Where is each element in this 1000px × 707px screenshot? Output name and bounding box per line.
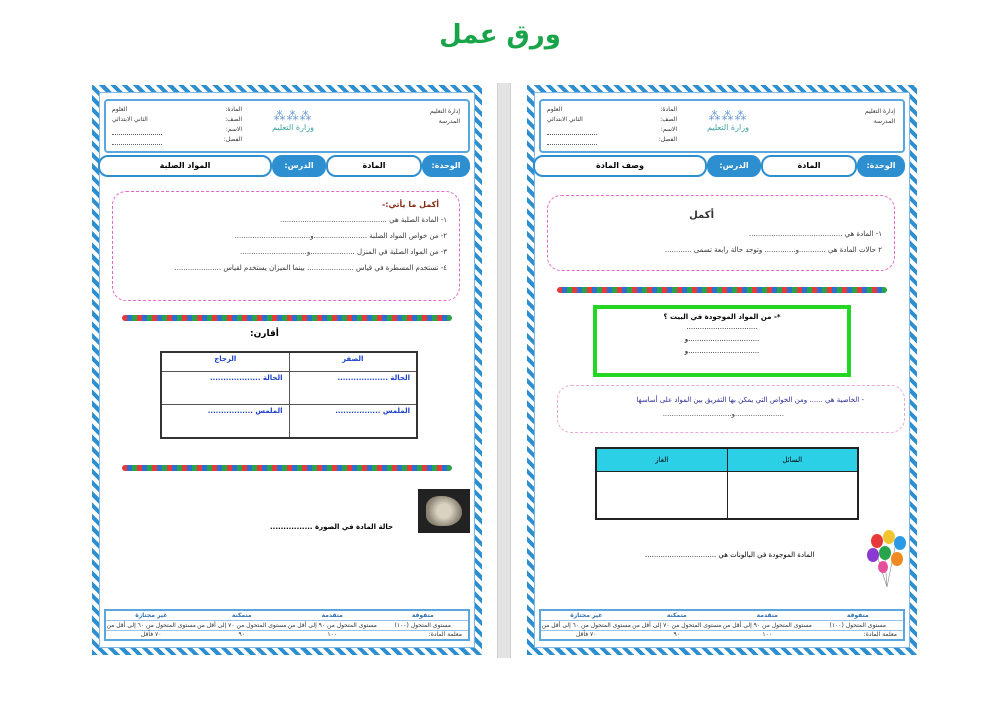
- school-label: المدرسة: [438, 118, 460, 125]
- subject-label: المادة:: [225, 106, 242, 113]
- level-excellent: متفوقة: [411, 612, 434, 619]
- range-2[interactable]: مستوى المتحول من ٩٠ إلى أقل من ١٠٠: [287, 622, 377, 638]
- question-2[interactable]: ٢ حالات المادة هي ............و.............. وتوجد حالة رابعة تسمى ............: [664, 246, 882, 254]
- name-field[interactable]: [547, 125, 597, 135]
- image-question[interactable]: حالة المادة في الصورة ................: [270, 523, 394, 531]
- page-header: [539, 99, 905, 153]
- range-1[interactable]: مستوى المتحول (١٠٠): [394, 622, 451, 629]
- complete-title: أكمل ما يأتي:-: [381, 200, 439, 209]
- level-advanced: متقدمة: [756, 612, 778, 619]
- question-3[interactable]: ٣- من المواد الصلبة في المنزل ....................و..............................: [240, 248, 447, 256]
- ministry-logo: ⁂⁂⁂ وزارة التعليم: [272, 109, 314, 132]
- table-head-glass: الزجاج: [161, 352, 289, 372]
- copper-state-cell[interactable]: الحالة ...................: [289, 372, 417, 405]
- grading-footer: [104, 609, 470, 641]
- compare-title: أقارن:: [250, 329, 279, 339]
- grade-value: الثاني الابتدائي: [547, 116, 583, 123]
- worksheet-title: ورق عمل: [439, 20, 561, 50]
- unit-bar: [104, 155, 470, 175]
- complete-title: أكمل: [689, 210, 714, 221]
- level-excellent: متفوقة: [846, 612, 869, 619]
- bead-divider: [122, 465, 452, 471]
- worksheet-page-left: [92, 85, 482, 655]
- page-header: [104, 99, 470, 153]
- question-2[interactable]: ٢- من خواص المواد الصلبة ........................و..................................: [234, 232, 447, 240]
- name-label: الاسم:: [660, 126, 677, 133]
- class-field[interactable]: [112, 135, 162, 145]
- table-head-gas: الغاز: [596, 448, 727, 472]
- home-line-3[interactable]: ................................و: [684, 347, 760, 355]
- school-label: المدرسة: [873, 118, 895, 125]
- range-2[interactable]: مستوى المتحول من ٩٠ إلى أقل من ١٠٠: [722, 622, 812, 638]
- education-admin-label: إدارة التعليم: [430, 108, 460, 115]
- balloons-question[interactable]: المادة الموجودة في البالونات هي ................................: [645, 551, 815, 559]
- grade-value: الثاني الابتدائي: [112, 116, 148, 123]
- question-4[interactable]: ٤- تستخدم المسطرة في قياس ..................... بينما الميزان يستخدم لقياس .....................: [174, 264, 447, 272]
- ministry-logo: ⁂⁂⁂ وزارة التعليم: [707, 109, 749, 132]
- lesson-label: الدرس:: [272, 155, 326, 177]
- grade-label: الصف:: [660, 116, 677, 123]
- rock-image: [418, 489, 470, 533]
- grading-footer: [539, 609, 905, 641]
- unit-value: المادة: [326, 155, 422, 177]
- range-1[interactable]: مستوى المتحول (١٠٠): [829, 622, 886, 629]
- unit-label: الوحدة:: [857, 155, 905, 177]
- range-4[interactable]: مستوى المتحول من ٦٠ إلى أقل من ٧٠ فأقل: [541, 622, 631, 638]
- home-line-1[interactable]: ................................: [686, 323, 758, 331]
- grade-label: الصف:: [225, 116, 242, 123]
- subject-value: العلوم: [547, 106, 563, 113]
- lesson-value: المواد الصلبة: [98, 155, 272, 177]
- complete-section: [547, 195, 895, 271]
- home-materials-title: *- من المواد الموجودة في البيت ؟: [663, 313, 781, 321]
- level-not-passed: غير مجتازة: [570, 612, 603, 619]
- class-label: الفصل:: [658, 136, 677, 143]
- level-not-passed: غير مجتازة: [135, 612, 168, 619]
- home-line-2[interactable]: ................................و: [684, 335, 760, 343]
- complete-section: [112, 191, 460, 301]
- states-table: [595, 447, 859, 520]
- class-label: الفصل:: [223, 136, 242, 143]
- property-text: - الخاصية هي ...... ومن الخواص التي يمكن بها التفريق بين المواد على أساسها: [636, 396, 864, 404]
- copper-texture-cell[interactable]: الملمس .................: [289, 405, 417, 439]
- bead-divider: [122, 315, 452, 321]
- property-line[interactable]: ......................و...............................: [662, 410, 784, 418]
- range-3[interactable]: مستوى المتحول من ٧٠ إلى أقل من ٩٠: [197, 622, 287, 638]
- table-head-copper: الصفر: [289, 352, 417, 372]
- question-1[interactable]: ١- المادة هي ..........................................: [749, 230, 882, 238]
- class-field[interactable]: [547, 135, 597, 145]
- page-divider[interactable]: [497, 83, 511, 658]
- education-admin-label: إدارة التعليم: [865, 108, 895, 115]
- table-head-liquid: السائل: [727, 448, 858, 472]
- unit-label: الوحدة:: [422, 155, 470, 177]
- compare-table: [160, 351, 418, 439]
- name-label: الاسم:: [225, 126, 242, 133]
- balloons-image: [865, 529, 909, 589]
- liquid-cell[interactable]: [727, 472, 858, 520]
- worksheet-page-right: [527, 85, 917, 655]
- name-field[interactable]: [112, 125, 162, 135]
- question-1[interactable]: ١- المادة الصلبة هي ................................................: [280, 216, 447, 224]
- unit-value: المادة: [761, 155, 857, 177]
- glass-texture-cell[interactable]: الملمس .................: [161, 405, 289, 439]
- unit-bar: [539, 155, 905, 175]
- level-advanced: متقدمة: [321, 612, 343, 619]
- lesson-value: وصف المادة: [533, 155, 707, 177]
- teacher-signature[interactable]: معلمة المادة:: [428, 631, 462, 638]
- level-proficient: متمكنة: [666, 612, 687, 619]
- property-section: [557, 385, 905, 433]
- range-3[interactable]: مستوى المتحول من ٧٠ إلى أقل من ٩٠: [632, 622, 722, 638]
- range-4[interactable]: مستوى المتحول من ٦٠ إلى أقل من ٧٠ فأقل: [106, 622, 196, 638]
- level-proficient: متمكنة: [231, 612, 252, 619]
- subject-value: العلوم: [112, 106, 128, 113]
- bead-divider: [557, 287, 887, 293]
- glass-state-cell[interactable]: الحالة ...................: [161, 372, 289, 405]
- subject-label: المادة:: [660, 106, 677, 113]
- gas-cell[interactable]: [596, 472, 727, 520]
- lesson-label: الدرس:: [707, 155, 761, 177]
- teacher-signature[interactable]: معلمة المادة:: [863, 631, 897, 638]
- home-materials-box: [593, 305, 851, 377]
